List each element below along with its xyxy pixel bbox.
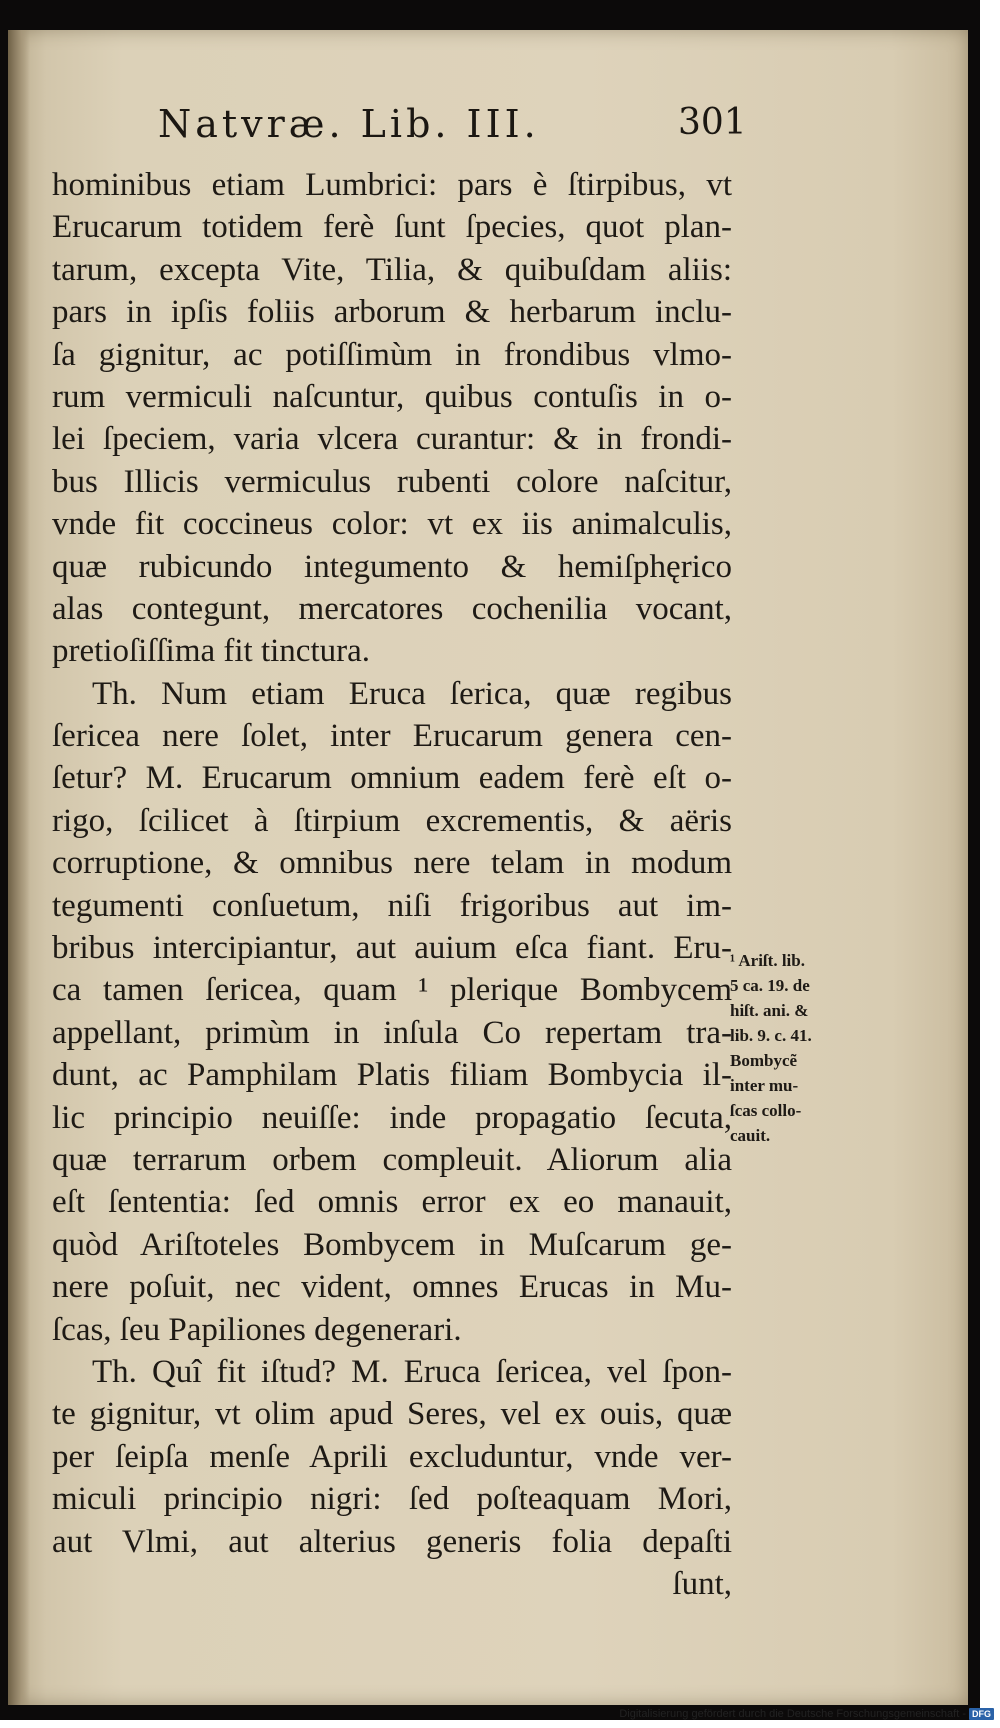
page-number: 301 — [678, 102, 747, 143]
text-line: dunt, ac Pamphilam Platis filiam Bombycia il- — [52, 1057, 732, 1094]
marginal-note-line: hiſt. ani. & — [730, 1001, 809, 1020]
text-line: miculi principio nigri: ſed poſteaquam Mori, — [52, 1481, 732, 1518]
text-line: bus Illicis vermiculus rubenti colore naſcitur, — [52, 463, 732, 500]
text-line: pars in ipſis foliis arborum & herbarum inclu- — [52, 294, 732, 331]
text-line: quòd Ariſtoteles Bombycem in Muſcarum ge- — [52, 1226, 732, 1263]
text-line: te gignitur, vt olim apud Seres, vel ex ouis, quæ — [52, 1396, 732, 1433]
text-line: rum vermiculi naſcuntur, quibus contuſis in o- — [52, 378, 732, 415]
funding-footer — [619, 1704, 994, 1724]
marginal-note-line: Bombycẽ — [730, 1051, 798, 1070]
text-line: aut Vlmi, aut alterius generis folia depaſti — [52, 1523, 732, 1560]
marginal-note-line: inter mu- — [730, 1076, 799, 1095]
text-line: Erucarum totidem ferè ſunt ſpecies, quot plan- — [52, 209, 732, 246]
text-line: alas contegunt, mercatores cochenilia vocant, — [52, 590, 732, 627]
text-line: Th. Num etiam Eruca ſerica, quæ regibus — [92, 675, 732, 712]
text-line: vnde fit coccineus color: vt ex iis animalculis, — [52, 506, 732, 543]
text-line: quæ terrarum orbem compleuit. Aliorum alia — [52, 1141, 732, 1178]
marginal-note-line: lib. 9. c. 41. — [730, 1026, 812, 1045]
marginal-note — [730, 948, 840, 1148]
marginal-note-line: ¹ Ariſt. lib. — [730, 951, 805, 970]
text-line: ſcas, ſeu Papiliones degenerari. — [52, 1311, 462, 1348]
marginal-note-line: cauit. — [730, 1126, 771, 1145]
text-line: per ſeipſa menſe Aprili excluduntur, vnde ver- — [52, 1438, 732, 1475]
text-line: corruptione, & omnibus nere telam in modum — [52, 845, 732, 882]
text-line: rigo, ſcilicet à ſtirpium excrementis, & aëris — [52, 802, 732, 839]
page-gutter-shadow — [8, 30, 30, 1705]
body-text — [52, 164, 732, 1605]
text-line: ſericea nere ſolet, inter Erucarum genera cen- — [52, 718, 732, 755]
text-line: nere poſuit, nec vident, omnes Erucas in Mu- — [52, 1269, 732, 1306]
text-line: appellant, primùm in inſula Co repertam tra- — [52, 1014, 732, 1051]
text-line: tarum, excepta Vite, Tilia, & quibuſdam aliis: — [52, 251, 732, 288]
marginal-note-line: 5 ca. 19. de — [730, 976, 810, 995]
text-line: pretioſiſſima fit tinctura. — [52, 633, 370, 670]
text-line: ca tamen ſericea, quam ¹ plerique Bombycem — [52, 972, 732, 1009]
text-line: lic principio neuiſſe: inde propagatio ſecuta, — [52, 1099, 732, 1136]
text-line: hominibus etiam Lumbrici: pars è ſtirpibus, vt — [52, 167, 732, 203]
text-line: quæ rubicundo integumento & hemiſphęrico — [52, 548, 732, 585]
text-line: bribus intercipiantur, aut auium eſca fiant. Eru- — [52, 930, 732, 967]
text-line: lei ſpeciem, varia vlcera curantur: & in frondi- — [52, 421, 732, 458]
text-line: Th. Quî fit iſtud? M. Eruca ſericea, vel ſpon- — [92, 1353, 732, 1390]
text-line: eſt ſententia: ſed omnis error ex eo manauit, — [52, 1184, 732, 1221]
book-page — [8, 30, 968, 1705]
running-head: Natvræ. Lib. III. — [158, 102, 540, 146]
catchword: ſunt, — [672, 1565, 732, 1602]
text-line: ſa gignitur, ac potiſſimùm in frondibus vlmo- — [52, 336, 732, 373]
text-line: tegumenti conſuetum, niſi frigoribus aut im- — [52, 887, 732, 924]
marginal-note-line: ſcas collo- — [730, 1101, 802, 1120]
dfg-logo: DFG — [969, 1708, 994, 1720]
text-line: ſetur? M. Erucarum omnium eadem ferè eſt o- — [52, 760, 732, 797]
funding-text: Digitalisierung gefördert durch die Deutsche Forschungsgemeinschaft - — [619, 1708, 966, 1720]
